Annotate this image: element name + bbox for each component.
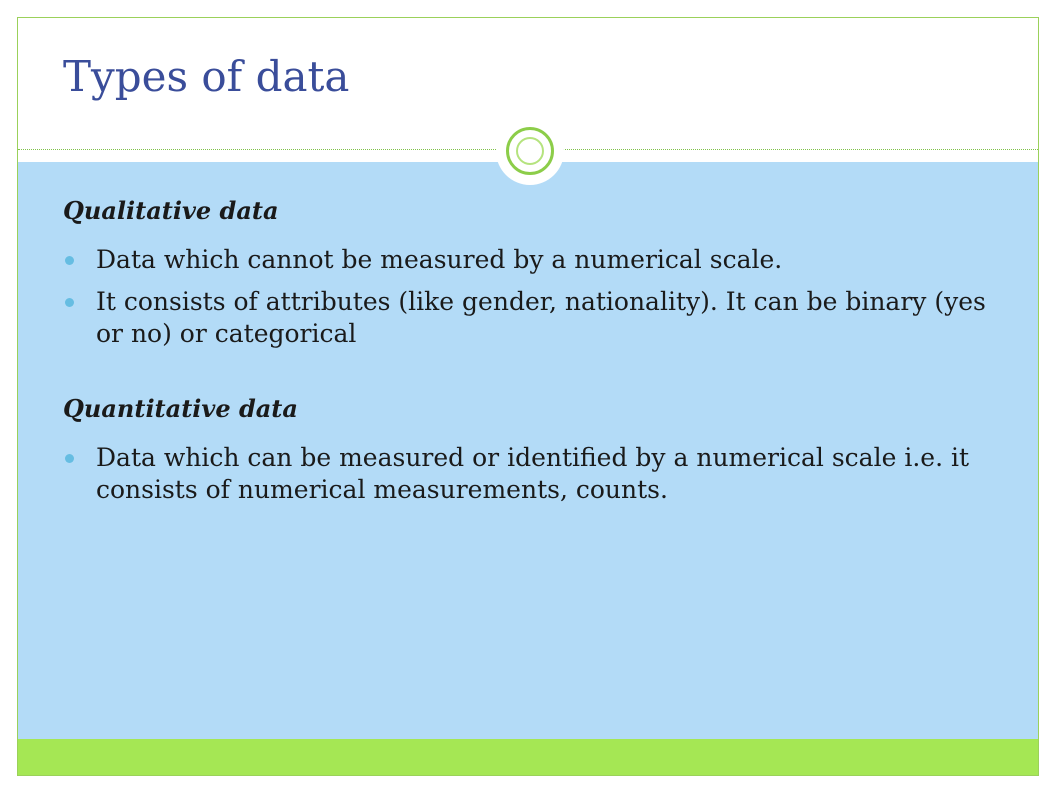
ornament-inner-ring bbox=[516, 137, 544, 165]
bullet-item bbox=[63, 286, 993, 350]
bullet-item bbox=[63, 442, 993, 506]
circle-ornament-icon bbox=[496, 117, 564, 185]
bullet-dot-icon bbox=[65, 454, 74, 463]
bullet-dot-icon bbox=[65, 298, 74, 307]
bullet-text: Data which can be measured or identified by a numerical scale i.e. it consists of numerical measurements, counts. bbox=[96, 443, 969, 504]
bullet-text: It consists of attributes (like gender, nationality). It can be binary (yes or no) or categorical bbox=[96, 287, 986, 348]
slide-body bbox=[63, 196, 993, 516]
section-heading-quantitative: Quantitative data bbox=[63, 394, 298, 423]
bullet-dot-icon bbox=[65, 256, 74, 265]
ornament-outer-ring bbox=[506, 127, 554, 175]
slide-title: Types of data bbox=[63, 52, 350, 101]
bullet-text: Data which cannot be measured by a numerical scale. bbox=[96, 245, 783, 274]
bullet-item bbox=[63, 244, 993, 276]
section-heading-qualitative: Qualitative data bbox=[63, 196, 279, 225]
